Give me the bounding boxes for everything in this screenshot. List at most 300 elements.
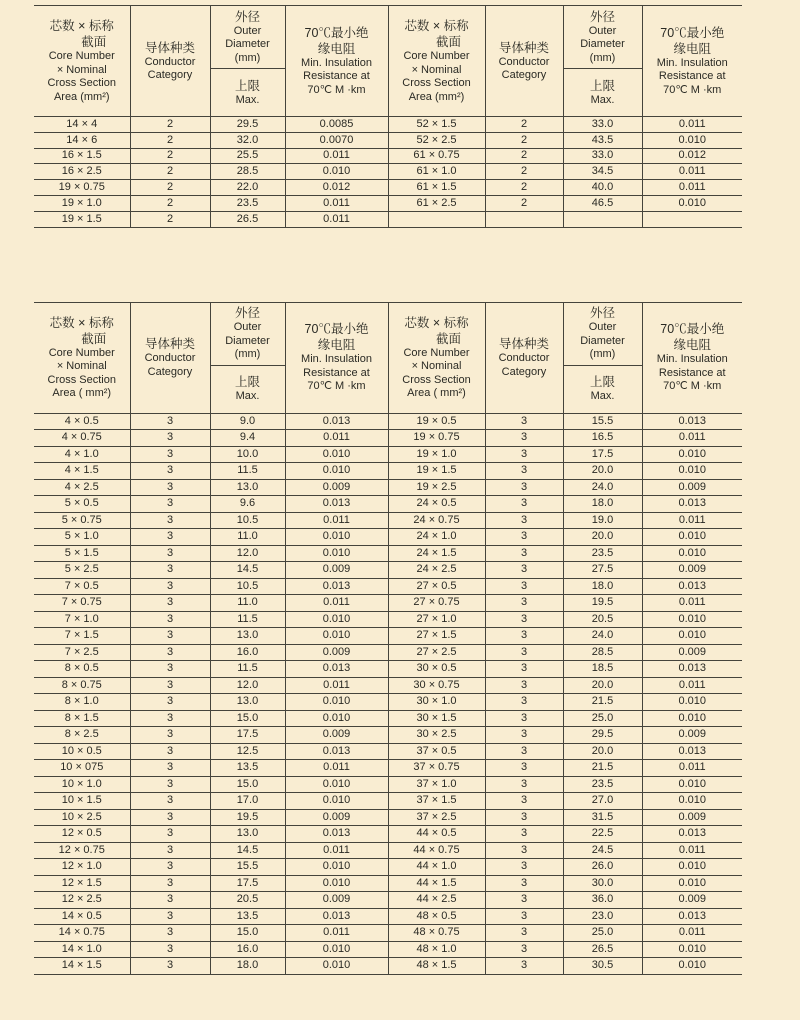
cell-outer-diameter-max: 9.4 bbox=[210, 430, 285, 447]
cell-conductor-category: 3 bbox=[485, 661, 563, 678]
cell-min-insulation-resistance: 0.009 bbox=[642, 727, 742, 744]
table-row bbox=[34, 908, 742, 925]
header-category-column bbox=[130, 6, 210, 117]
table-row bbox=[34, 760, 742, 777]
table-header bbox=[34, 6, 742, 117]
cell-conductor-category: 3 bbox=[485, 743, 563, 760]
cell-min-insulation-resistance: 0.009 bbox=[642, 562, 742, 579]
cell-min-insulation-resistance: 0.010 bbox=[642, 941, 742, 958]
header-max-en: Max. bbox=[235, 390, 260, 403]
cell-conductor-category: 3 bbox=[485, 446, 563, 463]
table-row bbox=[34, 793, 742, 810]
header-diameter-en-line3: (mm) bbox=[234, 348, 261, 361]
cell-outer-diameter-max: 32.0 bbox=[210, 132, 285, 148]
cell-outer-diameter-max: 12.0 bbox=[210, 545, 285, 562]
header-resistance-en-line2: Resistance at bbox=[303, 366, 370, 379]
cell-outer-diameter-max: 16.0 bbox=[210, 644, 285, 661]
cell-conductor-category: 3 bbox=[130, 743, 210, 760]
table-row bbox=[34, 512, 742, 529]
cell-outer-diameter-max: 13.0 bbox=[210, 628, 285, 645]
cell-min-insulation-resistance: 0.010 bbox=[642, 446, 742, 463]
cell-core-size: 24 × 2.5 bbox=[388, 562, 485, 579]
cell-core-size: 61 × 0.75 bbox=[388, 148, 485, 164]
cell-min-insulation-resistance: 0.009 bbox=[642, 892, 742, 909]
cell-outer-diameter-max: 20.5 bbox=[210, 892, 285, 909]
spec-table-bottom bbox=[34, 302, 742, 975]
cell-outer-diameter-max: 11.5 bbox=[210, 611, 285, 628]
table-row bbox=[34, 925, 742, 942]
header-max-zh: 上限 bbox=[234, 78, 260, 93]
cell-min-insulation-resistance: 0.010 bbox=[285, 446, 388, 463]
cell-outer-diameter-max: 18.0 bbox=[210, 958, 285, 975]
cell-conductor-category: 3 bbox=[130, 644, 210, 661]
header-core-en-line4: Area (mm²) bbox=[408, 90, 465, 103]
header-core-zh-line1: 芯数 × 标称 bbox=[404, 19, 469, 33]
cell-core-size: 5 × 1.0 bbox=[34, 529, 130, 546]
cell-min-insulation-resistance: 0.010 bbox=[642, 694, 742, 711]
header-diameter-column bbox=[210, 302, 285, 365]
header-category-column bbox=[485, 6, 563, 117]
cell-core-size: 19 × 1.5 bbox=[388, 463, 485, 480]
cell-core-size: 14 × 1.5 bbox=[34, 958, 130, 975]
cell-conductor-category: 3 bbox=[485, 776, 563, 793]
cell-conductor-category: 3 bbox=[485, 479, 563, 496]
cell-core-size: 37 × 0.5 bbox=[388, 743, 485, 760]
header-core-en-line3: Cross Section bbox=[47, 373, 116, 386]
cell-conductor-category: 3 bbox=[485, 842, 563, 859]
cell-outer-diameter-max: 26.0 bbox=[563, 859, 642, 876]
table-row bbox=[34, 628, 742, 645]
cell-outer-diameter-max: 23.0 bbox=[563, 908, 642, 925]
header-max-cell bbox=[210, 365, 285, 413]
header-diameter-column bbox=[563, 302, 642, 365]
cell-min-insulation-resistance: 0.013 bbox=[642, 908, 742, 925]
cell-outer-diameter-max: 10.5 bbox=[210, 578, 285, 595]
cell-outer-diameter-max: 20.0 bbox=[563, 463, 642, 480]
table-row bbox=[34, 611, 742, 628]
cell-conductor-category: 3 bbox=[485, 826, 563, 843]
table-row bbox=[34, 529, 742, 546]
cell-min-insulation-resistance: 0.011 bbox=[642, 925, 742, 942]
header-category-en-line2: Category bbox=[501, 69, 547, 81]
cell-outer-diameter-max: 11.0 bbox=[210, 595, 285, 612]
cell-outer-diameter-max: 43.5 bbox=[563, 132, 642, 148]
cell-outer-diameter-max: 40.0 bbox=[563, 180, 642, 196]
cell-conductor-category: 3 bbox=[485, 595, 563, 612]
cell-outer-diameter-max: 15.0 bbox=[210, 776, 285, 793]
cell-min-insulation-resistance: 0.011 bbox=[642, 512, 742, 529]
cell-core-size: 61 × 1.0 bbox=[388, 164, 485, 180]
header-diameter-en-line1: Outer bbox=[233, 24, 262, 37]
cell-conductor-category: 3 bbox=[130, 809, 210, 826]
cell-conductor-category: 3 bbox=[485, 512, 563, 529]
cell-core-size: 16 × 1.5 bbox=[34, 148, 130, 164]
cell-min-insulation-resistance: 0.011 bbox=[285, 195, 388, 211]
table-row bbox=[34, 463, 742, 480]
cell-min-insulation-resistance: 0.010 bbox=[285, 941, 388, 958]
header-category-en-line2: Category bbox=[501, 365, 547, 378]
cell-min-insulation-resistance: 0.010 bbox=[642, 793, 742, 810]
table-row bbox=[34, 148, 742, 164]
cell-min-insulation-resistance: 0.011 bbox=[285, 842, 388, 859]
cell-outer-diameter-max: 13.0 bbox=[210, 826, 285, 843]
table-row bbox=[34, 661, 742, 678]
cell-outer-diameter-max: 12.0 bbox=[210, 677, 285, 694]
cell-core-size: 44 × 0.5 bbox=[388, 826, 485, 843]
cell-outer-diameter-max: 15.5 bbox=[563, 413, 642, 430]
cell-core-size: 30 × 1.5 bbox=[388, 710, 485, 727]
table-row bbox=[34, 776, 742, 793]
cell-outer-diameter-max: 24.5 bbox=[563, 842, 642, 859]
cell-core-size: 4 × 1.5 bbox=[34, 463, 130, 480]
table-row bbox=[34, 430, 742, 447]
header-diameter-column bbox=[210, 6, 285, 69]
cell-min-insulation-resistance: 0.009 bbox=[285, 562, 388, 579]
header-core-column bbox=[34, 302, 130, 413]
cell-min-insulation-resistance: 0.013 bbox=[285, 496, 388, 513]
cell-min-insulation-resistance: 0.009 bbox=[285, 479, 388, 496]
cell-min-insulation-resistance: 0.013 bbox=[642, 578, 742, 595]
cell-min-insulation-resistance: 0.013 bbox=[642, 496, 742, 513]
cell-min-insulation-resistance: 0.013 bbox=[642, 413, 742, 430]
cell-outer-diameter-max: 12.5 bbox=[210, 743, 285, 760]
cell-conductor-category: 3 bbox=[485, 925, 563, 942]
table-row bbox=[34, 132, 742, 148]
cell-conductor-category: 3 bbox=[485, 941, 563, 958]
table-body bbox=[34, 117, 742, 228]
cell-core-size: 8 × 0.5 bbox=[34, 661, 130, 678]
table-row bbox=[34, 180, 742, 196]
cell-core-size: 24 × 1.5 bbox=[388, 545, 485, 562]
cell-conductor-category: 3 bbox=[130, 430, 210, 447]
cell-core-size: 48 × 0.5 bbox=[388, 908, 485, 925]
cell-outer-diameter-max: 20.5 bbox=[563, 611, 642, 628]
header-category-column bbox=[485, 302, 563, 413]
cell-outer-diameter-max: 14.5 bbox=[210, 562, 285, 579]
header-max-en: Max. bbox=[590, 390, 615, 403]
cell-conductor-category: 3 bbox=[485, 710, 563, 727]
cell-min-insulation-resistance: 0.013 bbox=[642, 826, 742, 843]
cell-min-insulation-resistance: 0.011 bbox=[642, 117, 742, 133]
cell-conductor-category: 2 bbox=[130, 148, 210, 164]
cell-outer-diameter-max: 21.5 bbox=[563, 694, 642, 711]
cell-core-size: 30 × 0.5 bbox=[388, 661, 485, 678]
cell-conductor-category: 3 bbox=[485, 793, 563, 810]
cell-core-size: 61 × 1.5 bbox=[388, 180, 485, 196]
cell-min-insulation-resistance: 0.011 bbox=[285, 925, 388, 942]
cell-min-insulation-resistance: 0.011 bbox=[285, 148, 388, 164]
table-row bbox=[34, 545, 742, 562]
cell-core-size: 37 × 2.5 bbox=[388, 809, 485, 826]
cell-min-insulation-resistance: 0.011 bbox=[285, 211, 388, 227]
cell-outer-diameter-max: 11.5 bbox=[210, 463, 285, 480]
cell-core-size: 27 × 0.75 bbox=[388, 595, 485, 612]
cell-outer-diameter-max: 33.0 bbox=[563, 148, 642, 164]
header-category-en-line2: Category bbox=[147, 69, 193, 81]
cell-conductor-category: 3 bbox=[485, 628, 563, 645]
header-core-en-line4: Area ( mm²) bbox=[407, 387, 466, 400]
cell-conductor-category: 3 bbox=[485, 908, 563, 925]
header-core-en-line1: Core Number bbox=[48, 346, 115, 359]
cell-core-size: 14 × 0.75 bbox=[34, 925, 130, 942]
cell-outer-diameter-max: 17.5 bbox=[563, 446, 642, 463]
cell-conductor-category: 2 bbox=[485, 195, 563, 211]
cell-outer-diameter-max: 36.0 bbox=[563, 892, 642, 909]
cell-outer-diameter-max: 31.5 bbox=[563, 809, 642, 826]
cell-outer-diameter-max: 20.0 bbox=[563, 743, 642, 760]
spec-table-top bbox=[34, 5, 742, 228]
cell-min-insulation-resistance: 0.010 bbox=[642, 859, 742, 876]
cell-outer-diameter-max bbox=[563, 211, 642, 227]
cell-min-insulation-resistance: 0.013 bbox=[285, 908, 388, 925]
cell-conductor-category: 3 bbox=[130, 578, 210, 595]
cell-min-insulation-resistance: 0.010 bbox=[285, 529, 388, 546]
cell-conductor-category: 3 bbox=[130, 562, 210, 579]
table-row bbox=[34, 859, 742, 876]
cell-outer-diameter-max: 17.0 bbox=[210, 793, 285, 810]
cell-core-size: 5 × 2.5 bbox=[34, 562, 130, 579]
header-resistance-column bbox=[285, 6, 388, 117]
cell-conductor-category: 3 bbox=[485, 859, 563, 876]
header-resistance-en-line1: Min. Insulation bbox=[301, 353, 372, 366]
cell-core-size: 8 × 1.5 bbox=[34, 710, 130, 727]
cell-outer-diameter-max: 30.0 bbox=[563, 875, 642, 892]
cell-core-size: 4 × 2.5 bbox=[34, 479, 130, 496]
cell-outer-diameter-max: 20.0 bbox=[563, 529, 642, 546]
header-max-en: Max. bbox=[590, 93, 615, 106]
header-diameter-en-line1: Outer bbox=[233, 321, 262, 334]
cell-outer-diameter-max: 25.5 bbox=[210, 148, 285, 164]
cell-conductor-category: 3 bbox=[130, 842, 210, 859]
cell-min-insulation-resistance: 0.011 bbox=[642, 842, 742, 859]
cell-conductor-category: 3 bbox=[130, 760, 210, 777]
cell-conductor-category: 2 bbox=[485, 148, 563, 164]
header-category-en-line1: Conductor bbox=[144, 352, 196, 365]
cell-min-insulation-resistance: 0.013 bbox=[285, 413, 388, 430]
cell-core-size: 19 × 2.5 bbox=[388, 479, 485, 496]
table-row bbox=[34, 809, 742, 826]
table-row bbox=[34, 743, 742, 760]
cell-min-insulation-resistance: 0.010 bbox=[285, 776, 388, 793]
cell-core-size: 30 × 2.5 bbox=[388, 727, 485, 744]
table-row bbox=[34, 479, 742, 496]
cell-outer-diameter-max: 16.5 bbox=[563, 430, 642, 447]
cell-conductor-category: 3 bbox=[485, 430, 563, 447]
cell-outer-diameter-max: 25.0 bbox=[563, 925, 642, 942]
cell-core-size: 5 × 1.5 bbox=[34, 545, 130, 562]
table-row bbox=[34, 211, 742, 227]
cell-outer-diameter-max: 13.0 bbox=[210, 694, 285, 711]
cell-outer-diameter-max: 29.5 bbox=[563, 727, 642, 744]
cell-core-size: 37 × 0.75 bbox=[388, 760, 485, 777]
header-core-en-line3: Cross Section bbox=[402, 77, 471, 89]
header-resistance-zh-line1: 70℃最小绝 bbox=[304, 322, 369, 337]
cell-outer-diameter-max: 28.5 bbox=[210, 164, 285, 180]
table-row bbox=[34, 727, 742, 744]
header-core-en-line3: Cross Section bbox=[402, 373, 471, 386]
header-max-cell bbox=[210, 69, 285, 117]
header-core-zh-line1: 芯数 × 标称 bbox=[404, 315, 469, 330]
header-resistance-en-line1: Min. Insulation bbox=[656, 353, 728, 366]
cell-conductor-category: 3 bbox=[130, 908, 210, 925]
cell-conductor-category: 3 bbox=[130, 892, 210, 909]
cell-min-insulation-resistance: 0.013 bbox=[285, 826, 388, 843]
header-max-en: Max. bbox=[235, 93, 260, 106]
cell-min-insulation-resistance: 0.013 bbox=[285, 743, 388, 760]
table-row bbox=[34, 710, 742, 727]
cell-outer-diameter-max: 9.6 bbox=[210, 496, 285, 513]
cell-core-size: 19 × 1.5 bbox=[34, 211, 130, 227]
cell-outer-diameter-max: 28.5 bbox=[563, 644, 642, 661]
cell-outer-diameter-max: 13.0 bbox=[210, 479, 285, 496]
header-core-en-line4: Area ( mm²) bbox=[52, 387, 112, 400]
cell-core-size: 7 × 1.0 bbox=[34, 611, 130, 628]
cell-core-size: 48 × 1.0 bbox=[388, 941, 485, 958]
cell-core-size: 14 × 4 bbox=[34, 117, 130, 133]
cell-core-size: 27 × 2.5 bbox=[388, 644, 485, 661]
header-category-en-line1: Conductor bbox=[498, 352, 550, 365]
cell-outer-diameter-max: 46.5 bbox=[563, 195, 642, 211]
header-diameter-column bbox=[563, 6, 642, 69]
cell-core-size: 44 × 1.5 bbox=[388, 875, 485, 892]
cell-min-insulation-resistance: 0.011 bbox=[285, 595, 388, 612]
cell-conductor-category: 2 bbox=[130, 195, 210, 211]
header-core-en-line2: × Nominal bbox=[56, 360, 107, 373]
cell-min-insulation-resistance: 0.011 bbox=[642, 164, 742, 180]
table-row bbox=[34, 941, 742, 958]
cell-min-insulation-resistance: 0.010 bbox=[642, 958, 742, 975]
cell-conductor-category: 3 bbox=[485, 958, 563, 975]
cell-outer-diameter-max: 13.5 bbox=[210, 908, 285, 925]
cell-outer-diameter-max: 22.5 bbox=[563, 826, 642, 843]
header-resistance-column bbox=[642, 302, 742, 413]
cell-min-insulation-resistance: 0.011 bbox=[285, 677, 388, 694]
header-core-en-line4: Area (mm²) bbox=[53, 90, 110, 103]
header-category-en-line2: Category bbox=[147, 365, 193, 378]
cell-conductor-category: 3 bbox=[130, 529, 210, 546]
cell-conductor-category: 3 bbox=[130, 694, 210, 711]
cell-conductor-category: 3 bbox=[130, 545, 210, 562]
cell-min-insulation-resistance: 0.0070 bbox=[285, 132, 388, 148]
header-resistance-en-line2: Resistance at bbox=[658, 70, 726, 83]
cell-conductor-category: 3 bbox=[485, 644, 563, 661]
table-row bbox=[34, 117, 742, 133]
header-resistance-column bbox=[285, 302, 388, 413]
cell-core-size: 12 × 0.5 bbox=[34, 826, 130, 843]
cell-core-size: 4 × 0.5 bbox=[34, 413, 130, 430]
cell-min-insulation-resistance: 0.011 bbox=[642, 760, 742, 777]
header-core-en-line1: Core Number bbox=[403, 50, 470, 62]
cell-outer-diameter-max: 22.0 bbox=[210, 180, 285, 196]
header-max-cell bbox=[563, 365, 642, 413]
cell-outer-diameter-max: 10.5 bbox=[210, 512, 285, 529]
cell-core-size: 37 × 1.0 bbox=[388, 776, 485, 793]
table-row bbox=[34, 958, 742, 975]
header-resistance-zh-line2: 缘电阻 bbox=[317, 41, 356, 56]
header-diameter-en-line2: Diameter bbox=[225, 334, 270, 347]
header-category-en-line1: Conductor bbox=[144, 55, 196, 68]
header-core-en-line3: Cross Section bbox=[47, 77, 116, 89]
header-resistance-en-line2: Resistance at bbox=[658, 366, 726, 379]
header-resistance-zh-line1: 70℃最小绝 bbox=[660, 25, 725, 40]
table-row bbox=[34, 578, 742, 595]
cell-core-size: 27 × 1.0 bbox=[388, 611, 485, 628]
cell-outer-diameter-max: 21.5 bbox=[563, 760, 642, 777]
cell-outer-diameter-max: 29.5 bbox=[210, 117, 285, 133]
cell-outer-diameter-max: 20.0 bbox=[563, 677, 642, 694]
cell-conductor-category: 3 bbox=[130, 826, 210, 843]
cell-core-size: 27 × 0.5 bbox=[388, 578, 485, 595]
cell-outer-diameter-max: 11.0 bbox=[210, 529, 285, 546]
cell-outer-diameter-max: 27.5 bbox=[563, 562, 642, 579]
cell-min-insulation-resistance: 0.010 bbox=[285, 611, 388, 628]
header-core-en-line2: × Nominal bbox=[411, 63, 462, 76]
header-resistance-zh-line1: 70℃最小绝 bbox=[304, 25, 369, 40]
table-row bbox=[34, 694, 742, 711]
cell-conductor-category: 3 bbox=[485, 727, 563, 744]
header-max-zh: 上限 bbox=[589, 375, 615, 390]
header-category-en-line1: Conductor bbox=[498, 55, 550, 68]
cell-core-size: 52 × 1.5 bbox=[388, 117, 485, 133]
cell-conductor-category: 3 bbox=[130, 628, 210, 645]
header-resistance-en-line1: Min. Insulation bbox=[301, 56, 372, 69]
header-category-zh: 导体种类 bbox=[498, 337, 549, 352]
cell-core-size: 44 × 1.0 bbox=[388, 859, 485, 876]
cell-core-size: 16 × 2.5 bbox=[34, 164, 130, 180]
table-row bbox=[34, 826, 742, 843]
header-core-column bbox=[388, 6, 485, 117]
cell-conductor-category: 3 bbox=[130, 793, 210, 810]
cell-outer-diameter-max: 23.5 bbox=[563, 545, 642, 562]
header-diameter-en-line2: Diameter bbox=[580, 334, 625, 347]
cell-core-size: 52 × 2.5 bbox=[388, 132, 485, 148]
cell-core-size: 10 × 1.0 bbox=[34, 776, 130, 793]
cell-core-size: 12 × 2.5 bbox=[34, 892, 130, 909]
cell-min-insulation-resistance: 0.009 bbox=[285, 727, 388, 744]
table-row bbox=[34, 164, 742, 180]
cell-conductor-category: 3 bbox=[485, 760, 563, 777]
cell-min-insulation-resistance: 0.010 bbox=[285, 710, 388, 727]
header-diameter-en-line3: (mm) bbox=[589, 51, 616, 64]
cell-min-insulation-resistance: 0.009 bbox=[642, 479, 742, 496]
header-category-column bbox=[130, 302, 210, 413]
cell-min-insulation-resistance: 0.011 bbox=[285, 760, 388, 777]
header-resistance-en-line3: 70℃ M ·km bbox=[307, 83, 366, 96]
cell-core-size: 19 × 1.0 bbox=[34, 195, 130, 211]
cell-outer-diameter-max: 18.5 bbox=[563, 661, 642, 678]
cell-core-size: 8 × 0.75 bbox=[34, 677, 130, 694]
header-core-en-line2: × Nominal bbox=[56, 63, 107, 76]
cell-core-size: 48 × 0.75 bbox=[388, 925, 485, 942]
cell-min-insulation-resistance: 0.010 bbox=[642, 611, 742, 628]
cell-core-size: 12 × 0.75 bbox=[34, 842, 130, 859]
cell-core-size: 12 × 1.5 bbox=[34, 875, 130, 892]
cell-min-insulation-resistance: 0.010 bbox=[285, 958, 388, 975]
header-diameter-en-line3: (mm) bbox=[589, 348, 616, 361]
cell-outer-diameter-max: 24.0 bbox=[563, 628, 642, 645]
cell-conductor-category: 3 bbox=[130, 496, 210, 513]
table-row bbox=[34, 446, 742, 463]
header-diameter-zh: 外径 bbox=[589, 9, 615, 24]
cell-conductor-category: 3 bbox=[485, 529, 563, 546]
cell-conductor-category: 3 bbox=[130, 875, 210, 892]
header-diameter-en-line2: Diameter bbox=[580, 38, 625, 51]
cell-min-insulation-resistance: 0.010 bbox=[285, 628, 388, 645]
cell-conductor-category bbox=[485, 211, 563, 227]
cell-min-insulation-resistance: 0.012 bbox=[285, 180, 388, 196]
cell-outer-diameter-max: 27.0 bbox=[563, 793, 642, 810]
header-core-zh-line2: 截面 bbox=[81, 331, 107, 346]
